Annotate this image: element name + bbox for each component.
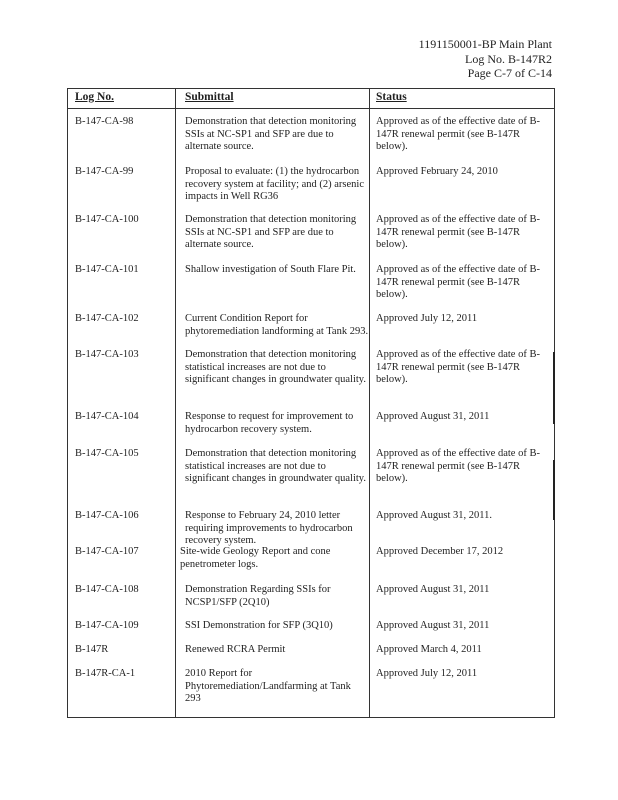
submittal-cell: Proposal to evaluate: (1) the hydrocarbon recovery system at facility; and (2) arsenic impacts in Well RG36 [185,166,365,203]
submittal-cell: 2010 Report for Phytoremediation/Landfarming at Tank 293 [185,668,351,705]
column-header-log-no: Log No. [75,91,114,103]
log-number-cell: B-147R [75,644,109,655]
submittal-cell: Site-wide Geology Report and cone penetrometer logs. [180,546,331,570]
log-number-cell: B-147R-CA-1 [75,668,136,679]
submittal-log-table [67,88,555,718]
column-header-submittal: Submittal [185,91,234,103]
column-header-status: Status [376,91,407,103]
status-cell: Approved as of the effective date of B-147R renewal permit (see B-147R below). [376,214,540,251]
status-cell: Approved July 12, 2011 [376,313,478,324]
status-cell: Approved as of the effective date of B-147R renewal permit (see B-147R below). [376,349,540,386]
header-log-number: Log No. B-147R2 [465,51,552,66]
status-cell: Approved as of the effective date of B-147R renewal permit (see B-147R below). [376,264,540,301]
status-cell: Approved as of the effective date of B-147R renewal permit (see B-147R below). [376,448,540,485]
status-cell: Approved July 12, 2011 [376,668,478,679]
log-number-cell: B-147-CA-105 [75,448,139,459]
header-facility-id: 1191150001-BP Main Plant [418,37,552,51]
scan-edge-mark [553,352,555,424]
submittal-cell: Demonstration that detection monitoring statistical increases are not due to significant changes in groundwater quality. [185,349,366,386]
submittal-cell: Renewed RCRA Permit [185,644,286,655]
log-number-cell: B-147-CA-103 [75,349,139,360]
page-header [419,37,552,81]
log-number-cell: B-147-CA-104 [75,411,139,422]
log-number-cell: B-147-CA-109 [75,620,139,631]
status-cell: Approved December 17, 2012 [376,546,504,557]
submittal-cell: Demonstration Regarding SSIs for NCSP1/SFP (2Q10) [185,584,331,608]
log-number-cell: B-147-CA-99 [75,166,134,177]
submittal-cell: SSI Demonstration for SFP (3Q10) [185,620,333,631]
table-border-left [67,88,68,718]
log-number-cell: B-147-CA-102 [75,313,139,324]
log-number-cell: B-147-CA-106 [75,510,139,521]
submittal-cell: Shallow investigation of South Flare Pit. [185,264,356,275]
log-number-cell: B-147-CA-100 [75,214,139,225]
header-row-divider [67,108,555,109]
log-number-cell: B-147-CA-107 [75,546,139,557]
log-number-cell: B-147-CA-101 [75,264,139,275]
submittal-cell: Current Condition Report for phytoremediation landforming at Tank 293. [185,313,369,337]
submittal-cell: Response to request for improvement to hydrocarbon recovery system. [185,411,354,435]
submittal-cell: Demonstration that detection monitoring SSIs at NC-SP1 and SFP are due to alternate source. [185,116,357,153]
status-cell: Approved February 24, 2010 [376,166,498,177]
table-border-top [67,88,555,89]
submittal-cell: Response to February 24, 2010 letter requiring improvements to hydrocarbon recovery system. [185,510,353,547]
log-number-cell: B-147-CA-108 [75,584,139,595]
status-cell: Approved as of the effective date of B-147R renewal permit (see B-147R below). [376,116,540,153]
status-cell: Approved August 31, 2011. [376,510,492,521]
scan-edge-mark [553,460,555,520]
log-number-cell: B-147-CA-98 [75,116,134,127]
header-page-number: Page C-7 of C-14 [467,66,552,80]
submittal-cell: Demonstration that detection monitoring SSIs at NC-SP1 and SFP are due to alternate source. [185,214,357,251]
column-divider [369,88,370,718]
status-cell: Approved August 31, 2011 [376,620,490,631]
column-divider [175,88,176,718]
status-cell: Approved March 4, 2011 [376,644,482,655]
submittal-cell: Demonstration that detection monitoring statistical increases are not due to significant changes in groundwater quality. [185,448,366,485]
table-border-bottom [67,717,555,718]
status-cell: Approved August 31, 2011 [376,411,490,422]
status-cell: Approved August 31, 2011 [376,584,490,595]
